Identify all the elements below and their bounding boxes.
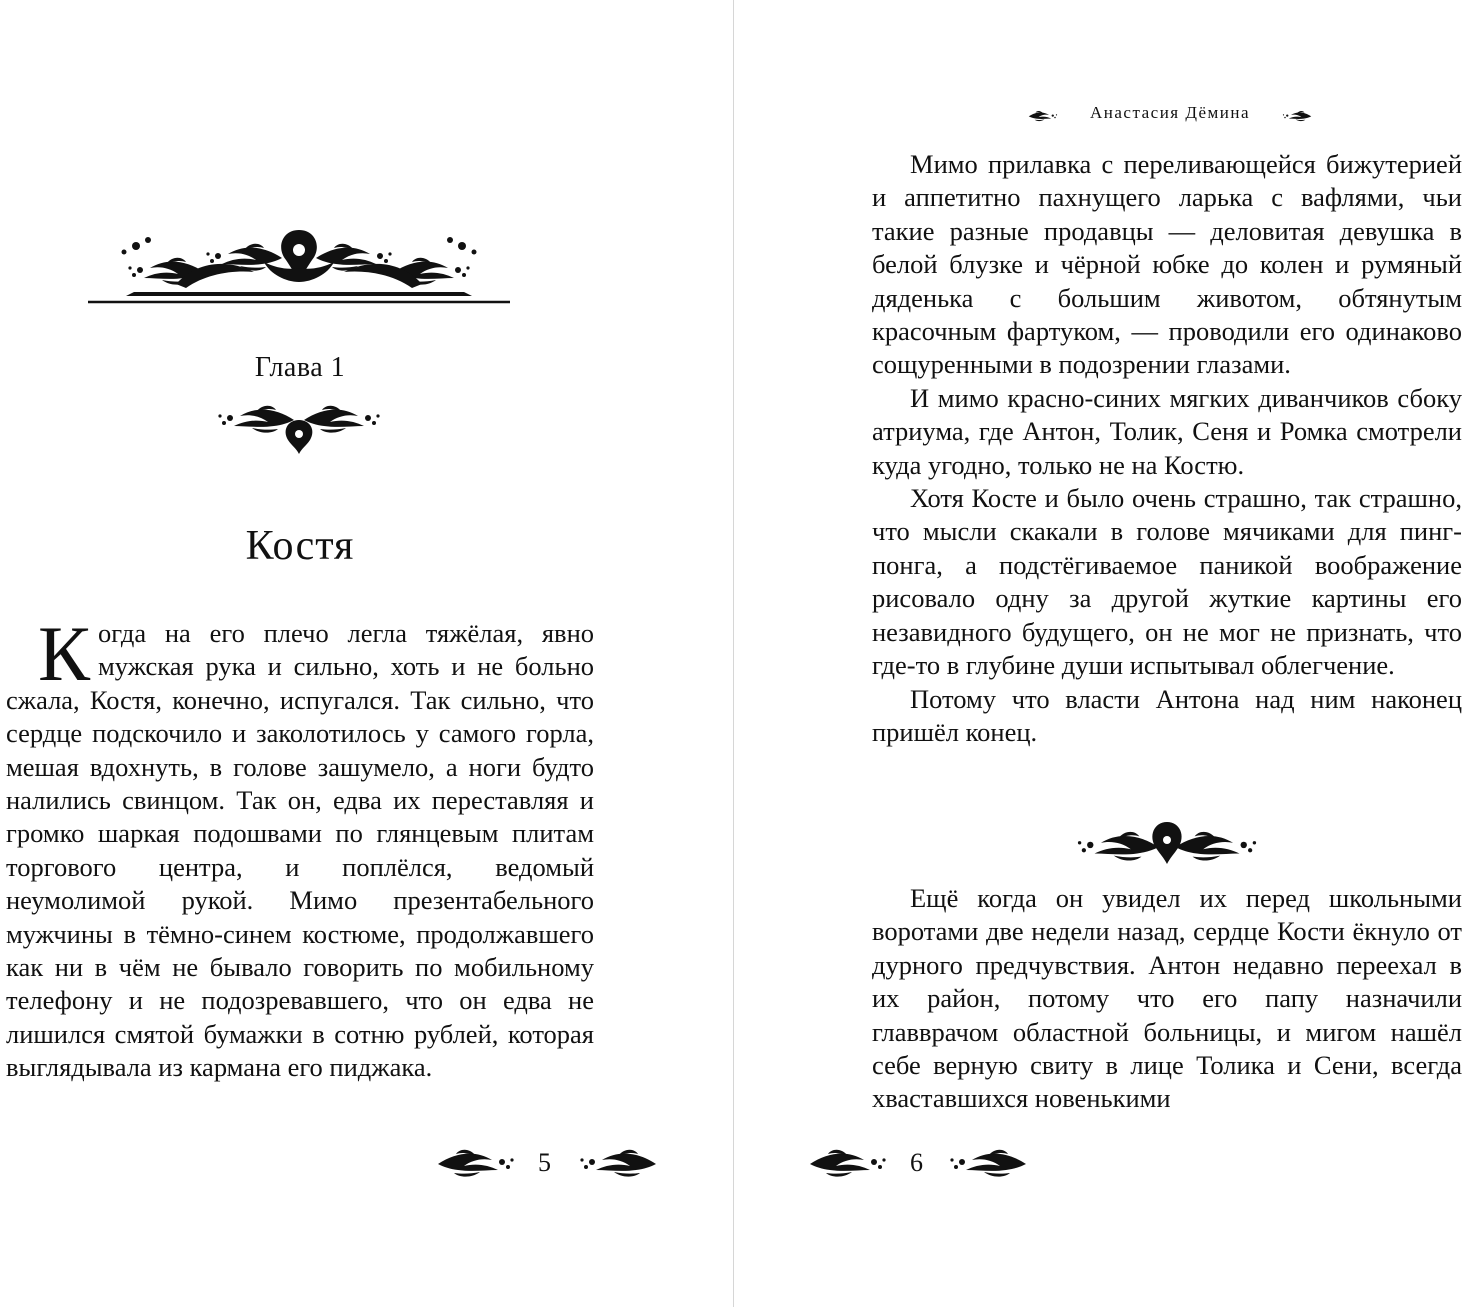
paragraph: Хотя Косте и было очень страшно, так страшно, что мысли скакали в голове мячиками для пинг-понга, а подстёгиваемое паникой воображение рисовало одну за другой жуткие картины его незавидного будущего, он не мог не признать, что где-то в глубине души испытывал облегчение. — [872, 483, 1462, 681]
paragraph: Ещё когда он увидел их перед школьными воротами две недели назад, сердце Кости ёкнуло от дурного предчувствия. Антон недавно переехал в их район, потому что его папу назначили главврачом областной больницы, и мигом нашёл себе верную свиту в лице Толика и Сени, всегда хваставшихся новенькими — [872, 883, 1462, 1114]
text-block-before-break — [872, 148, 1462, 749]
paragraph: Потому что власти Антона над ним наконец пришёл конец. — [872, 683, 1462, 747]
folio-ornament-right — [576, 1146, 660, 1180]
running-header-flourish-left — [1028, 108, 1058, 124]
chapter-label-ornament — [198, 398, 400, 454]
page-gutter — [733, 0, 734, 1307]
folio-ornament-left — [806, 1146, 890, 1180]
opening-paragraph — [6, 610, 594, 1085]
left-page — [0, 0, 733, 1307]
chapter-head-ornament — [86, 222, 512, 308]
drop-cap: К — [38, 610, 91, 697]
folio-ornament-left — [434, 1146, 518, 1180]
chapter-label: Глава 1 — [254, 352, 346, 383]
chapter-title: Костя — [245, 523, 355, 569]
paragraph: И мимо красно-синих мягких диванчиков сбоку атриума, где Антон, Толик, Сеня и Ромка смотрели куда угодно, только не на Костю. — [872, 382, 1462, 480]
text-block-after-break — [872, 882, 1462, 1116]
paragraph: Мимо прилавка с переливающейся бижутерией и аппетитно пахнущего ларька с вафлями, чьи такие разные продавцы — деловитая девушка в белой блузке и чёрной юбке до колен и румяный дяденька с большим животом, обтянутым красочным фартуком, — проводили его одинаково сощуренными в подозрении глазами. — [872, 149, 1462, 380]
running-header-flourish-right — [1282, 108, 1312, 124]
opening-paragraph-text: огда на его плечо легла тяжёлая, явно мужская рука и сильно, хоть и не больно сжала, Костя, конечно, испугался. Так сильно, что сердце подскочило и заколотилось у самого горла, мешая вдохнуть, в голове зашумело, а ноги будто налились свинцом. Так он, едва их переставляя и громко шаркая подошвами по глянцевым плитам торгового центра, и поплёлся, ведомый неумолимой рукой. Мимо презентабельного мужчины в тёмно-синем костюме, продолжавшего как ни в чём не бывало говорить по мобильному телефону и не подозревавшего, что он едва не лишился смятой бумажки в сотню рублей, которая выглядывала из кармана его пиджака. — [6, 618, 594, 1083]
running-header: Анастасия Дёмина — [1090, 103, 1250, 122]
page-number: 6 — [910, 1148, 923, 1177]
page-number: 5 — [538, 1148, 551, 1177]
section-break-ornament — [1058, 818, 1276, 868]
folio-ornament-right — [946, 1146, 1030, 1180]
